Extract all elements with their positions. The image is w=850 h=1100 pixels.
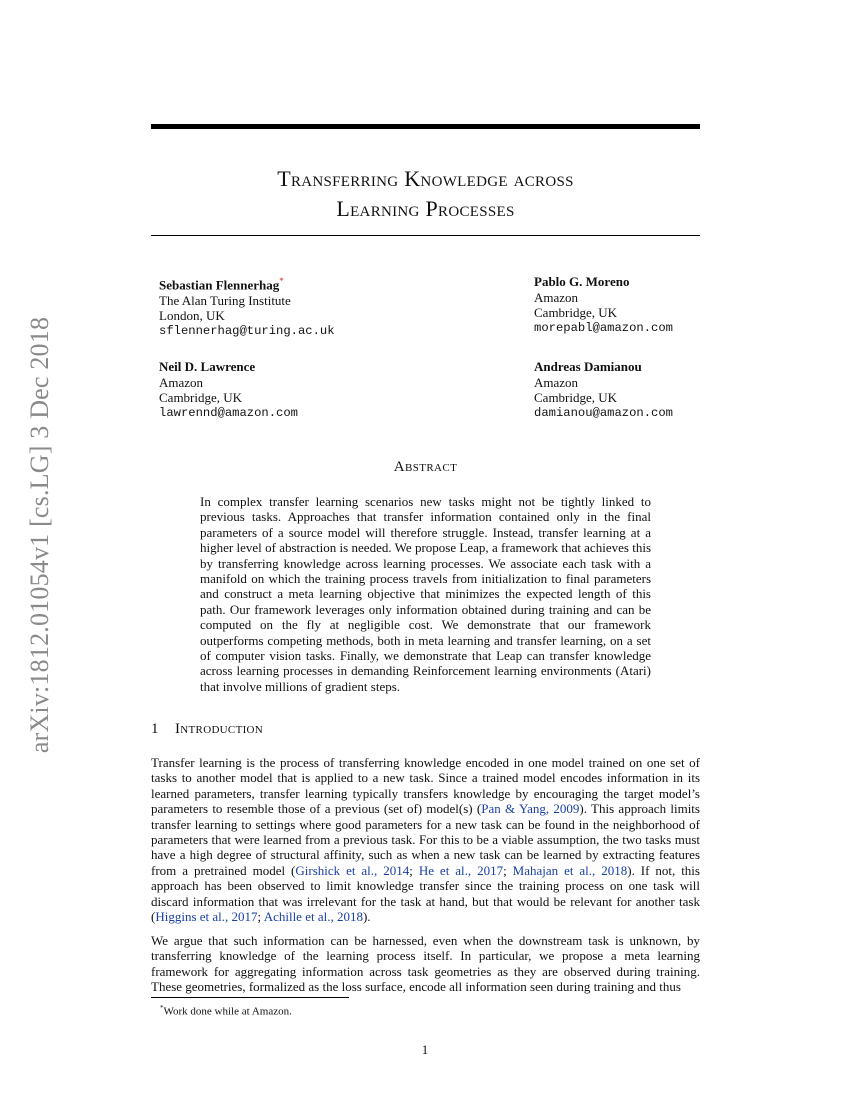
citation-link[interactable]: Girshick et al., 2014 [295, 862, 410, 878]
abstract-heading: Abstract [393, 459, 458, 475]
intro-paragraph-1: Transfer learning is the process of transferring knowledge encoded in one model trained on one set of tasks to another model that is applied to a new task. Since a trained model encodes information in its learned parameters, transfer learning typically transfers knowledge by encouraging the target model’s parameters to resemble those of a previous (set of) model(s) (Pan & Yang, 2009). This approach limits transfer learning to settings where good parameters for a new task can be found in the neighborhood of parameters that were learned from a previous task. For this to be a viable assumption, the two tasks must have a high degree of structural affinity, such as when a new task can be learned by extracting features from a pretrained model (Girshick et al., 2014; He et al., 2017; Mahajan et al., 2018). If not, this approach has been observed to limit knowledge transfer since the training process on one task will discard information that was irrelevant for the task at hand, but that would be relevant for another task (Higgins et al., 2017; Achille et al., 2018). [151, 755, 700, 925]
footnote-mark: * [160, 1004, 164, 1012]
intro-paragraph-2: We argue that such information can be harnessed, even when the downstream task is unknown, by transferring knowledge of the learning process itself. In particular, we propose a meta learning framework for aggregating information across task geometries as they are observed during training. These geometries, formalized as the loss surface, encode all information seen during training and thus [151, 933, 700, 995]
author-email: lawrennd@amazon.com [159, 405, 298, 420]
paper-title [151, 164, 700, 224]
arxiv-identifier-stamp: arXiv:1812.01054v1 [cs.LG] 3 Dec 2018 [25, 316, 54, 754]
author-email: sflennerhag@turing.ac.uk [159, 323, 335, 338]
author-email: morepabl@amazon.com [534, 320, 673, 335]
author-email: damianou@amazon.com [534, 405, 673, 420]
abstract-body: In complex transfer learning scenarios new tasks might not be tightly linked to previous tasks. Approaches that transfer information contained only in the final parameters of a source model will therefore struggle. Instead, transfer learning at a higher level of abstraction is needed. We propose Leap, a framework that achieves this by transferring knowledge across learning processes. We associate each task with a manifold on which the training process travels from initialization to final parameters and construct a meta learning objective that minimizes the expected length of this path. Our framework leverages only information obtained during training and can be computed on the fly at negligible cost. We demonstrate that our framework outperforms competing methods, both in meta learning and transfer learning, on a set of computer vision tasks. Finally, we demonstrate that Leap can transfer knowledge across learning processes in demanding Reinforcement learning environments (Atari) that involve millions of gradient steps. [200, 494, 651, 694]
citation-link[interactable]: Pan & Yang, 2009 [481, 801, 580, 817]
footnote-marker[interactable]: * [279, 276, 284, 286]
section-number: 1 [151, 721, 159, 737]
citation-link[interactable]: Higgins et al., 2017 [155, 909, 258, 925]
author-block-1 [159, 274, 335, 339]
title-bottom-rule [151, 235, 700, 236]
author-name: Sebastian Flennerhag* [159, 276, 284, 293]
author-affiliation: The Alan Turing Institute [159, 292, 291, 308]
author-affiliation: Amazon [534, 374, 579, 390]
author-affiliation: Amazon [534, 289, 579, 305]
title-top-rule [151, 124, 700, 129]
citation-link[interactable]: Mahajan et al., 2018 [512, 862, 628, 878]
author-name: Pablo G. Moreno [534, 274, 630, 289]
author-block-2 [534, 274, 673, 336]
section-title: Introduction [175, 721, 264, 737]
footnote-text: Work done while at Amazon. [163, 1005, 292, 1018]
author-location: Cambridge, UK [159, 390, 243, 405]
author-location: London, UK [159, 308, 225, 324]
citation-link[interactable]: He et al., 2017 [418, 862, 504, 878]
author-location: Cambridge, UK [534, 390, 618, 405]
footnote [160, 1002, 292, 1019]
author-block-3 [159, 359, 298, 421]
paper-title-line-1: Transferring Knowledge across [277, 166, 574, 191]
citation-link[interactable]: Achille et al., 2018 [263, 909, 363, 925]
author-location: Cambridge, UK [534, 305, 618, 320]
author-name: Andreas Damianou [534, 359, 642, 374]
page-number: 1 [421, 1042, 429, 1057]
section-heading-introduction [151, 721, 263, 738]
paper-title-line-2: Learning Processes [336, 196, 515, 221]
author-block-4 [534, 359, 673, 421]
author-affiliation: Amazon [159, 374, 204, 390]
footnote-rule [151, 997, 349, 998]
author-name: Neil D. Lawrence [159, 359, 256, 374]
